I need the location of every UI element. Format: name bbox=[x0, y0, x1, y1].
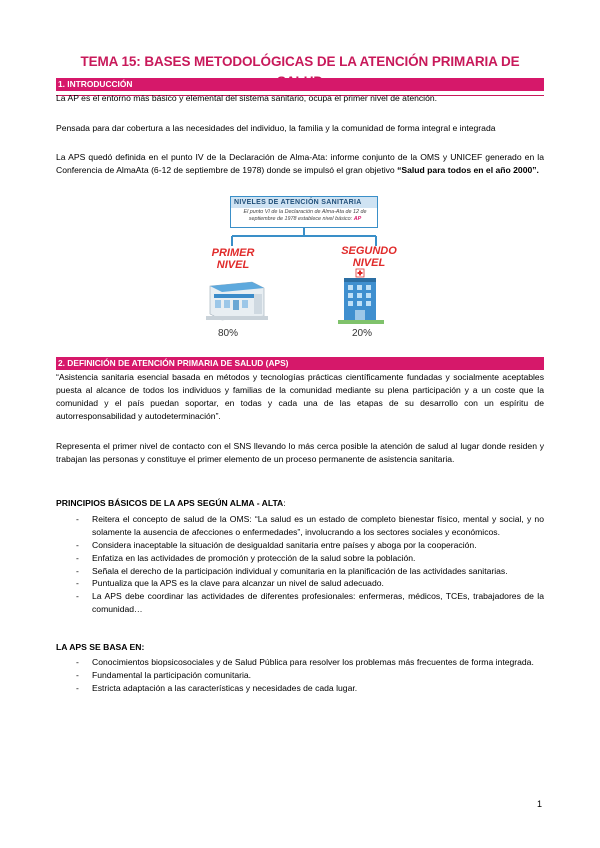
principles-heading bbox=[56, 497, 544, 510]
bullet-dash: - bbox=[76, 565, 79, 576]
primer-nivel-line-2: NIVEL bbox=[216, 258, 250, 271]
principles-list bbox=[56, 513, 544, 616]
segundo-nivel-line-1: SEGUNDO bbox=[341, 245, 397, 257]
list-item bbox=[56, 682, 544, 695]
health-center-building-icon bbox=[206, 272, 268, 322]
list-item bbox=[56, 590, 544, 616]
bullet-dash: - bbox=[76, 514, 79, 524]
bullet-dash: - bbox=[76, 591, 79, 602]
bullet-dash: - bbox=[76, 539, 79, 550]
list-item bbox=[56, 552, 544, 565]
based-list bbox=[56, 656, 544, 695]
page-title: TEMA 15: BASES METODOLÓGICAS DE LA ATENCIÓN PRIMARIA DE bbox=[56, 52, 544, 96]
list-item bbox=[56, 669, 544, 682]
based-heading: LA APS SE BASA EN: bbox=[56, 642, 145, 652]
intro-paragraph-1: La AP es el entorno más básico y elemental del sistema sanitario, ocupa el primer nivel de atención. bbox=[56, 93, 438, 103]
niveles-atencion-diagram bbox=[204, 196, 397, 342]
intro-paragraph-2: Pensada para dar cobertura a las necesidades del individuo, la familia y la comunidad de forma integral e integrada bbox=[56, 123, 496, 133]
based-text: Fundamental la participación comunitaria. bbox=[92, 669, 252, 680]
definition-quote-paragraph: “Asistencia sanitaria esencial basada en métodos y tecnologías prácticas científicamente fundadas y socialmente aceptables puesta al alcance de todos los individuos y familias de la comunidad mediante su plena participación y a un coste que la comunidad y el país puedan soportar, en todas y cada una de las etapas de su desarrollo con un espíritu de autorresponsabilidad y autodeterminación”. bbox=[56, 372, 544, 421]
diagram-subtitle-text: El punto VI de la Declaración de Alma-Ata de 12 de septiembre de 1978 establece nivel básico: bbox=[243, 209, 367, 223]
principle-text: Reitera el concepto de salud de la OMS: “La salud es un estado de completo bienestar físico, mental y social, y no solamente la ausencia de afecciones o enfermedades”, involucrando a los sectores sociales y económicos. bbox=[92, 514, 544, 537]
principle-text: Puntualiza que la APS es la clave para alcanzar un nivel de salud adecuado. bbox=[92, 578, 384, 589]
section-heading-introduccion: 1. INTRODUCCIÓN bbox=[56, 78, 544, 91]
list-item bbox=[56, 539, 544, 552]
definition-paragraph-2: Representa el primer nivel de contacto con el SNS llevando lo más cerca posible la atención de salud al lugar donde residen y trabajan las personas y constituye el primer elemento de un proceso permanente de asistencia sanitaria. bbox=[56, 441, 544, 464]
list-item bbox=[56, 513, 544, 539]
bullet-dash: - bbox=[76, 669, 79, 680]
principles-heading-colon: : bbox=[283, 498, 286, 508]
principle-text: Considera inaceptable la situación de desigualdad sanitaria entre países y aboga por la cooperación. bbox=[92, 539, 477, 550]
bullet-dash: - bbox=[76, 657, 79, 667]
principles-heading-text: PRINCIPIOS BÁSICOS DE LA APS SEGÚN ALMA - ALTA bbox=[56, 498, 284, 508]
primer-nivel-line-1: PRIMER bbox=[211, 247, 255, 259]
based-text: Estricta adaptación a las características y necesidades de cada lugar. bbox=[92, 682, 358, 693]
based-text: Conocimientos biopsicosociales y de Salud Pública para resolver los problemas más frecuentes de forma integrada. bbox=[92, 657, 534, 667]
bullet-dash: - bbox=[76, 682, 79, 693]
primer-nivel-label bbox=[204, 248, 262, 271]
intro-paragraph-3-quote: “Salud para todos en el año 2000”. bbox=[397, 164, 539, 175]
list-item bbox=[56, 577, 544, 590]
principle-text: Enfatiza en las actividades de promoción y protección de la salud sobre la población. bbox=[92, 552, 416, 563]
hospital-building-icon bbox=[338, 268, 384, 324]
primer-nivel-percentage: 80% bbox=[218, 328, 239, 339]
principle-text: La APS debe coordinar las actividades de diferentes profesionales: enfermeras, médicos, TCEs, trabajadores de la comunidad… bbox=[92, 591, 544, 615]
bullet-dash: - bbox=[76, 578, 79, 589]
list-item bbox=[56, 656, 544, 669]
intro-paragraph-3-text: La APS quedó definida en el punto IV de la Declaración de Alma-Ata: informe conjunto de la OMS y UNICEF generado en la Conferencia de AlmaAta (6-12 de septiembre de 1978) donde se impulsó el gran objetivo bbox=[56, 152, 544, 175]
diagram-subtitle-ap: AP bbox=[353, 216, 362, 223]
page-number: 1 bbox=[536, 799, 542, 809]
segundo-nivel-line-2: NIVEL bbox=[352, 256, 386, 269]
intro-paragraph-3 bbox=[56, 151, 544, 177]
section-heading-definicion: 2. DEFINICIÓN DE ATENCIÓN PRIMARIA DE SALUD (APS) bbox=[56, 357, 544, 370]
bullet-dash: - bbox=[76, 552, 79, 563]
principle-text: Señala el derecho de la participación individual y comunitaria en la planificación de las actividades sanitarias. bbox=[92, 565, 508, 576]
segundo-nivel-label bbox=[334, 246, 404, 269]
segundo-nivel-percentage: 20% bbox=[352, 328, 373, 339]
list-item bbox=[56, 565, 544, 578]
diagram-heading: NIVELES DE ATENCIÓN SANITARIA bbox=[231, 197, 377, 208]
